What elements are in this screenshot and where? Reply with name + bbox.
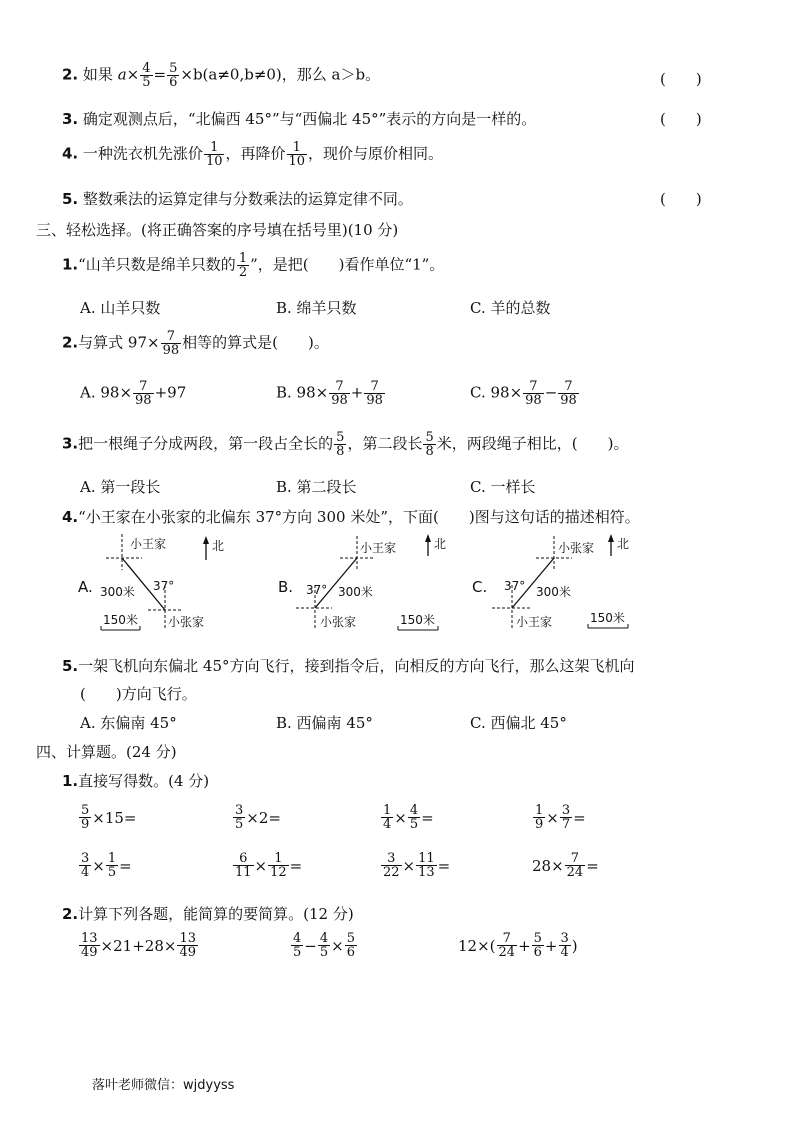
choice-q3-option-a[interactable]: A. 第一段长	[80, 478, 161, 496]
judge-q4: 4. 一种洗衣机先涨价 $\frac{1}{10}$ ，再降价 $\frac{1}{10}$ ，现价与原价相同。	[62, 140, 444, 169]
direction-diagrams	[70, 530, 730, 640]
svg-text:37°: 37°	[153, 579, 175, 593]
choice-q5-option-c[interactable]: C. 西偏北 45°	[470, 714, 567, 732]
svg-text:小王家: 小王家	[360, 541, 397, 555]
svg-text:300米: 300米	[100, 585, 135, 599]
answer-paren-judge-q3[interactable]: ( )	[660, 110, 702, 128]
choice-q2-option-c[interactable]: C. 98× $\frac{7}{98}$ − $\frac{7}{98}$	[470, 379, 577, 408]
svg-text:B.: B.	[278, 578, 294, 596]
calc-expr-2[interactable]: $\frac{4}{5}$ − $\frac{4}{5}$ × $\frac{5}{6}$	[293, 931, 355, 960]
choice-q4: 4.“小王家在小张家的北偏东 37°方向 300 米处”，下面( )图与这句话的描述相符。	[62, 508, 640, 526]
diagram-option-a[interactable]	[78, 534, 224, 630]
svg-text:A.: A.	[78, 578, 93, 596]
svg-text:北: 北	[434, 537, 447, 551]
svg-text:150米: 150米	[103, 613, 138, 627]
judge-q5: 5. 整数乘法的运算定律与分数乘法的运算定律不同。	[62, 190, 413, 208]
answer-paren-judge-q5[interactable]: ( )	[660, 190, 702, 208]
svg-text:300米: 300米	[338, 585, 373, 599]
oral-calc-4[interactable]: $\frac{1}{9}$ × $\frac{3}{7}$ =	[535, 803, 586, 832]
section3-title: 三、轻松选择。(将正确答案的序号填在括号里)(10 分)	[36, 221, 399, 239]
choice-q1-option-b[interactable]: B. 绵羊只数	[276, 299, 357, 317]
oral-calc-6[interactable]: $\frac{6}{11}$ × $\frac{1}{12}$ =	[235, 851, 303, 880]
calc-q1-title: 1.直接写得数。(4 分)	[62, 772, 210, 790]
svg-text:北: 北	[212, 539, 225, 553]
choice-q5-line2: ( )方向飞行。	[80, 685, 197, 703]
svg-text:37°: 37°	[504, 579, 526, 593]
svg-text:小张家: 小张家	[558, 541, 595, 555]
judge-q2: 2. 如果 a× $\frac{4}{5}$ = $\frac{5}{6}$ ×b(a≠0,b≠0)，那么 a＞b。	[62, 61, 381, 90]
svg-text:37°: 37°	[306, 583, 328, 597]
svg-text:C.: C.	[472, 578, 488, 596]
calc-expr-1[interactable]: $\frac{13}{49}$ ×21+28× $\frac{13}{49}$	[81, 931, 196, 960]
choice-q2-option-b[interactable]: B. 98× $\frac{7}{98}$ + $\frac{7}{98}$	[276, 379, 383, 408]
oral-calc-5[interactable]: $\frac{3}{4}$ × $\frac{1}{5}$ =	[81, 851, 132, 880]
choice-q3-option-b[interactable]: B. 第二段长	[276, 478, 357, 496]
oral-calc-7[interactable]: $\frac{3}{22}$ × $\frac{11}{13}$ =	[383, 851, 451, 880]
choice-q5-option-a[interactable]: A. 东偏南 45°	[80, 714, 177, 732]
svg-text:北: 北	[617, 537, 630, 551]
section4-title: 四、计算题。(24 分)	[36, 743, 177, 761]
choice-q3-option-c[interactable]: C. 一样长	[470, 478, 536, 496]
diagram-option-c[interactable]	[472, 534, 629, 630]
choice-q2-option-a[interactable]: A. 98× $\frac{7}{98}$ +97	[80, 379, 187, 408]
svg-text:小王家: 小王家	[130, 537, 167, 551]
choice-q1-option-c[interactable]: C. 羊的总数	[470, 299, 551, 317]
choice-q5-option-b[interactable]: B. 西偏南 45°	[276, 714, 373, 732]
oral-calc-1[interactable]: $\frac{5}{9}$ ×15=	[81, 803, 137, 832]
calc-q2-title: 2.计算下列各题，能简算的要简算。(12 分)	[62, 905, 354, 923]
svg-text:150米: 150米	[590, 611, 625, 625]
svg-text:小张家: 小张家	[168, 615, 205, 629]
choice-q5-line1: 5.一架飞机向东偏北 45°方向飞行，接到指令后，向相反的方向飞行，那么这架飞机向	[62, 657, 635, 675]
answer-paren-judge-q2[interactable]: ( )	[660, 70, 702, 88]
choice-q1-option-a[interactable]: A. 山羊只数	[80, 299, 161, 317]
svg-text:300米: 300米	[536, 585, 571, 599]
footer-contact: 落叶老师微信：wjdyyss	[92, 1078, 235, 1093]
svg-text:150米: 150米	[400, 613, 435, 627]
svg-text:小王家: 小王家	[516, 615, 553, 629]
svg-text:小张家: 小张家	[320, 615, 357, 629]
choice-q1: 1.“山羊只数是绵羊只数的 $\frac{1}{2}$ ”，是把( )看作单位“1”。	[62, 251, 445, 280]
diagram-option-b[interactable]	[278, 534, 446, 630]
judge-q3: 3. 确定观测点后，“北偏西 45°”与“西偏北 45°”表示的方向是一样的。	[62, 110, 537, 128]
oral-calc-2[interactable]: $\frac{3}{5}$ ×2=	[235, 803, 281, 832]
choice-q2: 2.与算式 97× $\frac{7}{98}$ 相等的算式是( )。	[62, 329, 329, 358]
choice-q3: 3.把一根绳子分成两段，第一段占全长的 $\frac{5}{8}$ ，第二段长 $\frac{5}{8}$ 米，两段绳子相比，( )。	[62, 430, 629, 459]
oral-calc-3[interactable]: $\frac{1}{4}$ × $\frac{4}{5}$ =	[383, 803, 434, 832]
oral-calc-8[interactable]: 28× $\frac{7}{24}$ =	[532, 851, 599, 880]
calc-expr-3[interactable]: 12×( $\frac{7}{24}$ + $\frac{5}{6}$ + $\frac{3}{4}$ )	[458, 931, 578, 960]
